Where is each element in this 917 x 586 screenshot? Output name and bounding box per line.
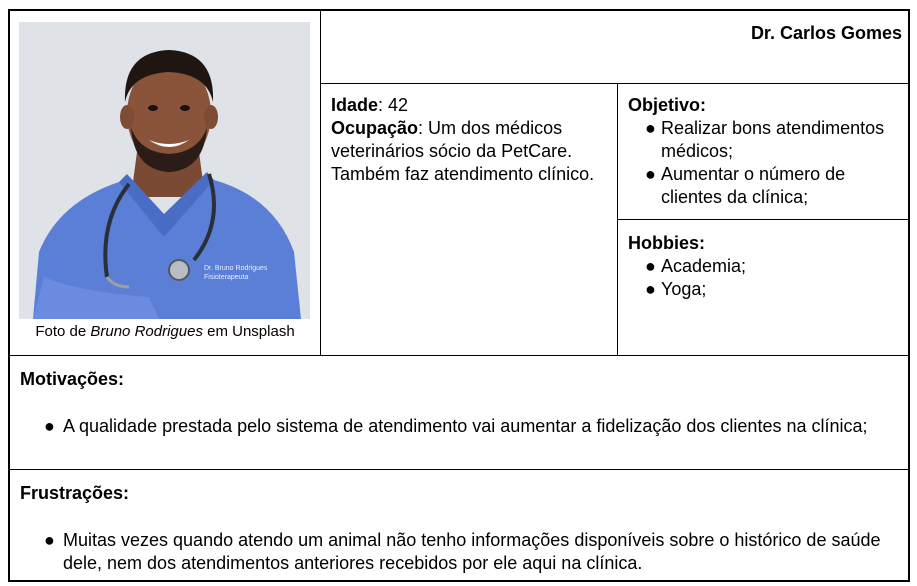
list-item: ● Academia; [645,256,747,276]
age-line: Idade: 42 [331,95,409,115]
objective-title: Objetivo: [628,95,707,115]
hobbies-title: Hobbies: [628,233,706,253]
info-cell [321,84,617,355]
objective-cell [618,84,910,219]
scrubs-text: Dr. Bruno Rodrigues [204,265,268,272]
occupation-value: Um dos médicos veterinários sócio da PetCare. Também faz atendimento clínico. [331,118,595,184]
name-cell [321,11,910,83]
objective-list [628,117,902,209]
frustrations-title: Frustrações: [20,483,130,503]
photo-caption: Foto de Bruno Rodrigues em Unsplash [35,323,295,340]
bullet-icon: ● [645,118,656,138]
photo-cell [10,11,320,355]
frustrations-list [20,529,900,575]
bullet-icon: ● [645,256,656,276]
motivations-cell [10,356,910,469]
hobbies-list [628,255,902,301]
persona-photo [19,22,310,319]
age-label: Idade [331,95,379,115]
hobbies-cell [618,220,910,355]
persona-name: Dr. Carlos Gomes [750,23,902,43]
list-item: ● A qualidade prestada pelo sistema de atendimento vai aumentar a fidelização dos clientes na clínica; [44,416,868,436]
list-item: ● Yoga; [645,279,707,299]
frustrations-cell [10,470,910,582]
age-value: 42 [388,95,409,115]
persona-card [8,9,910,582]
motivations-title: Motivações: [20,369,125,389]
bullet-icon: ● [645,279,656,299]
bullet-icon: ● [645,164,656,184]
list-item: ● Muitas vezes quando atendo um animal não tenho informações disponíveis sobre o histórico de saúde dele, nem dos atendimentos anteriores recebidos por ele aqui na clínica. [44,530,881,573]
scrubs-text: Fisioterapeuta [204,274,249,281]
bullet-icon: ● [44,416,55,436]
list-item: ● Aumentar o número de clientes da clínica; [645,164,846,207]
occupation-label: Ocupação [331,118,419,138]
motivations-list [20,415,900,438]
occupation-line: Ocupação: Um dos médicos veterinários sócio da PetCare. Também faz atendimento clínico. [331,118,595,184]
bullet-icon: ● [44,530,55,550]
photo-author: Bruno Rodrigues [90,323,203,340]
portrait-illustration [19,22,310,319]
list-item: ● Realizar bons atendimentos médicos; [645,118,885,161]
